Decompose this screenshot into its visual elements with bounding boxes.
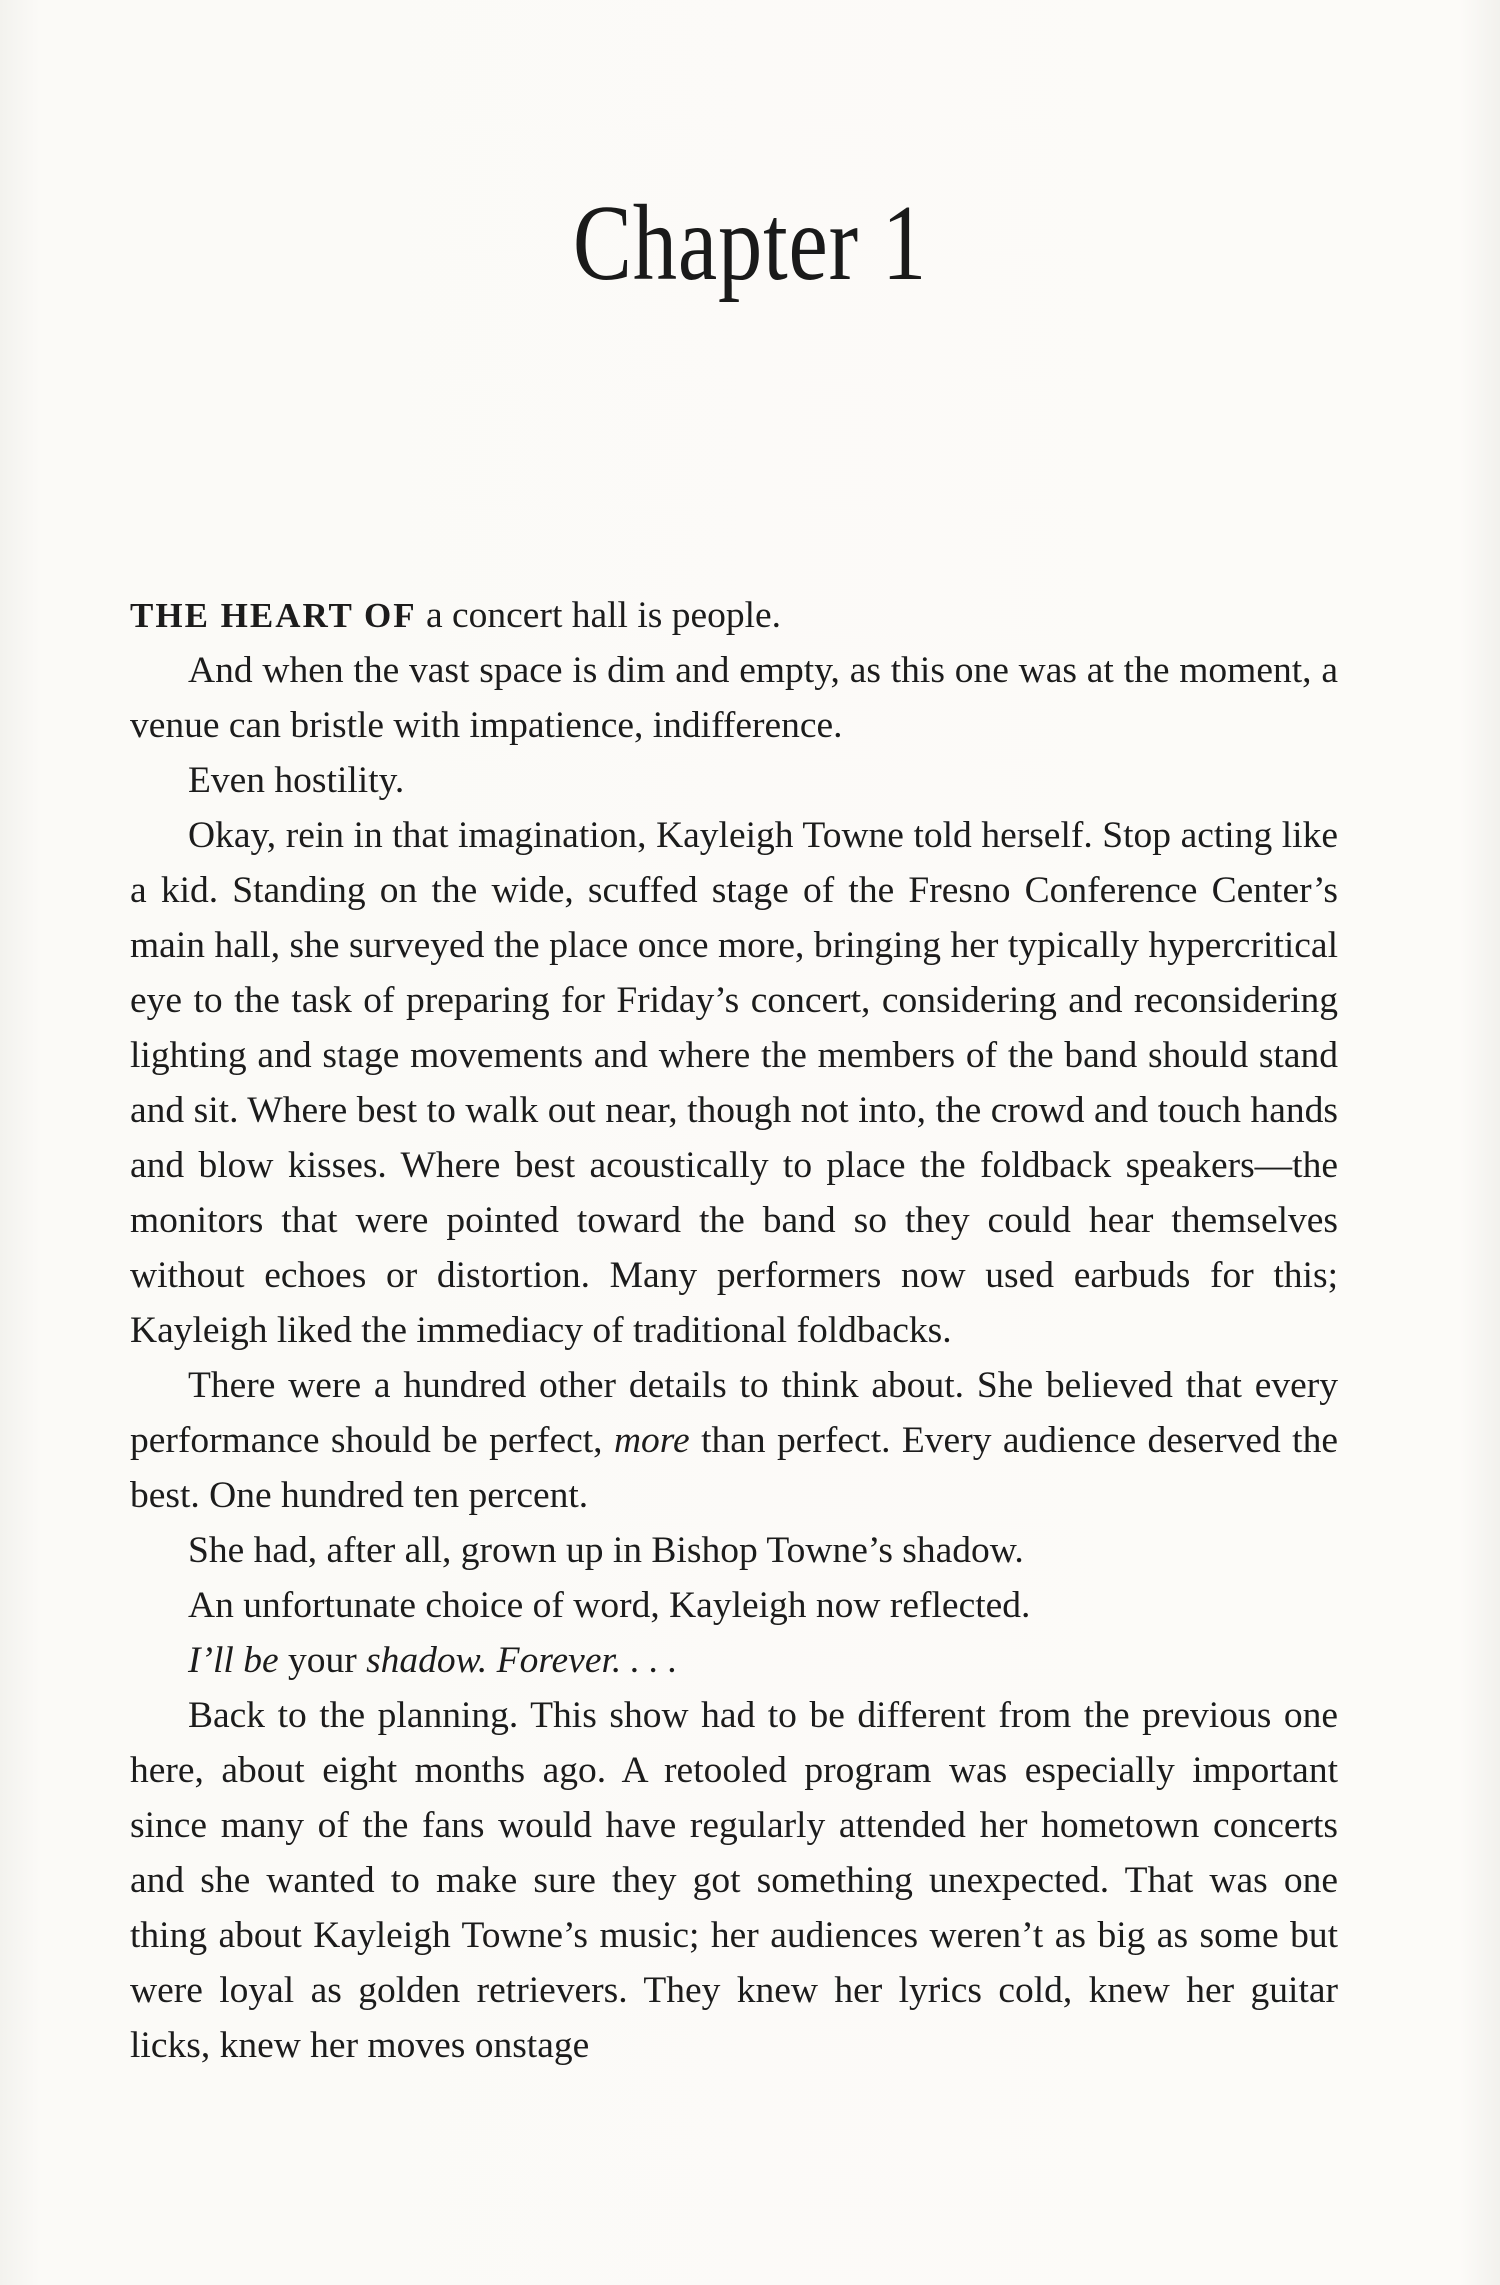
chapter-title: Chapter 1 (572, 184, 928, 303)
paragraph-6: She had, after all, grown up in Bishop Towne’s shadow. (188, 1530, 1024, 1571)
paragraph-2: And when the vast space is dim and empty, as this one was at the moment, a venue can bristle with impatience, indifference. (130, 650, 1338, 746)
paragraph-4: Okay, rein in that imagination, Kayleigh Towne told herself. Stop acting like a kid. Standing on the wide, scuffed stage of the Fresno Conference Center’s main hall, she surveyed the place once more, bringing her typically hypercritical eye to the task of preparing for Friday’s concert, considering and reconsidering lighting and stage movements and where the members of the band should stand and sit. Where best to walk out near, though not into, the crowd and touch hands and blow kisses. Where best acoustically to place the foldback speakers—the monitors that were pointed toward the band so they could hear themselves without echoes or distortion. Many performers now used earbuds for this; Kayleigh liked the immediacy of traditional foldbacks. (130, 815, 1338, 1351)
paragraph-9: Back to the planning. This show had to be different from the previous one here, about eight months ago. A retooled program was especially important since many of the fans would have regularly attended her hometown concerts and she wanted to make sure they got something unexpected. That was one thing about Kayleigh Towne’s music; her audiences weren’t as big as some but were loyal as golden retrievers. They knew her lyrics cold, knew her guitar licks, knew her moves onstage (130, 1695, 1338, 2066)
paragraph-7: An unfortunate choice of word, Kayleigh now reflected. (188, 1585, 1031, 1626)
paragraph-3: Even hostility. (188, 760, 405, 801)
paragraph-5: There were a hundred other details to think about. She believed that every performance should be perfect, more than perfect. Every audience deserved the best. One hundred ten percent. (130, 1365, 1338, 1516)
paragraph-1: THE HEART OF a concert hall is people. (130, 595, 782, 636)
chapter-body (130, 588, 1338, 2073)
paragraph-8-lyric: I’ll be your shadow. Forever. . . . (188, 1640, 678, 1681)
emphasis-more: more (613, 1420, 690, 1461)
opening-small-caps: THE HEART OF (130, 596, 417, 635)
